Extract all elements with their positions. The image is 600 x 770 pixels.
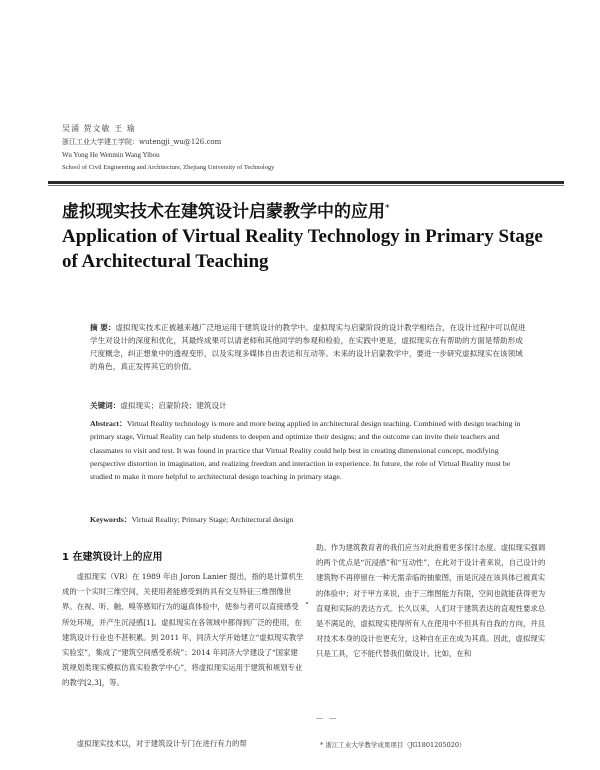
title-cn-text: 虚拟现实技术在建筑设计启蒙教学中的应用 <box>62 202 385 222</box>
keywords-en <box>90 514 530 525</box>
affiliation-en: School of Civil Engineering and Architecture, Zhejiang University of Technology <box>62 164 275 171</box>
keywords-cn-label: 关键词： <box>90 401 121 410</box>
keywords-cn-text: 虚拟现实；启蒙阶段；建筑设计 <box>120 401 227 410</box>
title-en: Application of Virtual Reality Technology in Primary Stage of Architectural Teaching <box>62 226 543 272</box>
abstract-en <box>90 417 530 483</box>
abstract-cn-text: 虚拟现实技术正被越来越广泛地运用于建筑设计的教学中。虚拟现实与启蒙阶段的设计教学相结合，在设计过程中可以促进学生对设计的深度和优化，其最终成果可以请老师和其他同学的参观和检验，在实践中更是，虚拟现实在有帮助的方面是帮助形成尺度概念，纠正想象中的透视变形，以及实现多媒体自由表达和互动等。未来的设计启蒙教学中，要进一步研究虚拟现实在该领域的角色，真正发挥其它的价值。 <box>90 323 526 371</box>
author-names-en: Wu Yong He Wenmin Wang Yibou <box>62 151 160 159</box>
body-paragraph-left: 虚拟现实（VR）在 1989 年由 Joron Lanier 提出，指的是计算机生成的一个实时三维空间，关使用者能感受到的具有交互特征三维图像世界。在视、听、触、嗅等感知行为的逼真体验中，使参与者可以直接感受所处环境，并产生沉浸感[1]。虚拟现实在各领域中都得到广泛的使用，在建筑设计行业也不甚积累。到 2011 年，同济大学开始建立“虚拟现实教学实验室”，集成了“建筑空间感受系统”；2014 年同济大学建设了“国家建筑规划类现实模拟仿真实验教学中心”，将虚拟现实运用于建筑和规划专业的教学[2,3]，等。 <box>62 572 304 688</box>
title-footnote-mark: * <box>385 203 390 214</box>
footnote-rule: — — <box>316 714 339 722</box>
body-paragraph-right: 助。作为建筑教育者的我们应当对此抱着更多探讨态度。虚拟现实强调的两个优点是“沉浸感”和“互动性”，在此对于设计者来说，自己设计的建筑物不再停留在一种无需亲临的抽象图，而是沉浸在该具体已被真实的体验中；对于甲方来说，由于三维图能力有限，空间也就能获得更为直观和实际的表达方式。长久以来，人们对于建筑表达的直观性要求总是不满足的，虚拟现实使得所有人在使用中不但具有自我的方向，并且对技术本身的设计也更充分，这种自在正在成为其真。因此，虚拟现实只是工具，它不能代替我们做设计。比如，在和 <box>316 543 546 659</box>
abstract-cn <box>90 322 530 374</box>
header-rule-thick <box>48 181 564 184</box>
print-speck <box>306 602 308 604</box>
title-cn <box>62 197 390 222</box>
affiliation-cn: 浙江工业大学建工学院：wutengji_wu@126.com <box>62 138 222 146</box>
header-rule-thin <box>48 185 564 186</box>
keywords-en-text: Virtual Reality; Primary Stage; Architectural design <box>131 515 294 524</box>
body-paragraph-left-2: 虚拟现实技术以，对于建筑设计专门在进行有力的帮 <box>76 739 247 748</box>
author-names-cn: 吴涌 贺文敏 王 瑜 <box>62 124 136 133</box>
abstract-en-text: Virtual Reality technology is more and more being applied in architectural design teaching. Combined with design teaching in primary stage, Virtual Reality can help students to deepen and optimize their designs; and the outcome can invite their teachers and classmates to visit and test. It was found in practice that Virtual Reality could help best in creating dimensional concept, modifying perspective distortion in imagination, and realizing freedom and interaction in experience. In future, the role of Virtual Reality must be studied to make it more helpful to architectural design teaching in primary stage. <box>90 419 521 482</box>
section-heading: 1 在建筑设计上的应用 <box>62 552 163 563</box>
footnote: * 浙江工业大学教学成果项目（JG1801205020） <box>320 741 466 749</box>
keywords-cn <box>90 400 530 411</box>
abstract-en-label: Abstract： <box>90 419 127 428</box>
keywords-en-label: Keywords： <box>90 515 132 524</box>
abstract-cn-label: 摘 要： <box>90 323 116 332</box>
